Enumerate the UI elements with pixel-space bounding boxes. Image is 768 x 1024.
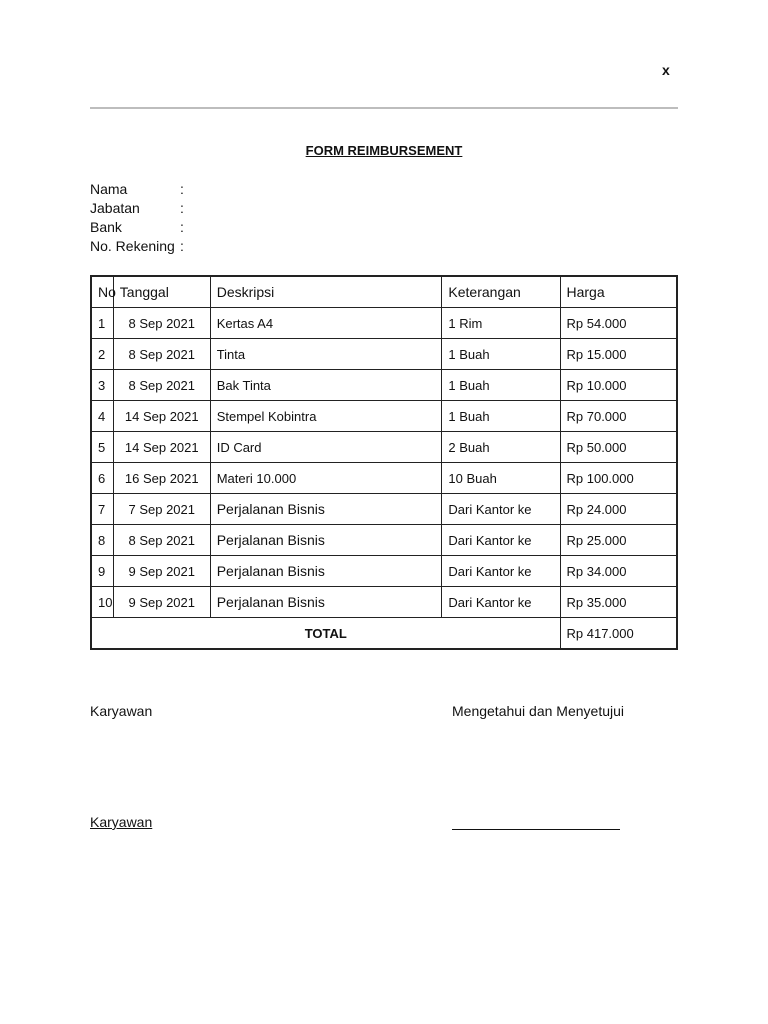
cell-description: Perjalanan Bisnis xyxy=(210,525,442,556)
form-title: FORM REIMBURSEMENT xyxy=(305,143,463,158)
signature-right-label: Mengetahui dan Menyetujui xyxy=(452,703,625,719)
field-row-bank xyxy=(90,218,190,237)
table-row xyxy=(91,525,677,556)
cell-no: 10 xyxy=(91,587,113,618)
cell-no: 7 xyxy=(91,494,113,525)
cell-description: Tinta xyxy=(210,339,442,370)
cell-date: 9 Sep 2021 xyxy=(113,556,210,587)
cell-description: Perjalanan Bisnis xyxy=(210,494,442,525)
header-harga: Harga xyxy=(560,276,677,308)
header-deskripsi: Deskripsi xyxy=(210,276,442,308)
table-row xyxy=(91,308,677,339)
signature-left-label: Karyawan xyxy=(90,703,153,719)
reimbursement-table xyxy=(90,275,678,650)
cell-date: 8 Sep 2021 xyxy=(113,525,210,556)
cell-keterangan: 1 Rim xyxy=(442,308,560,339)
cell-date: 8 Sep 2021 xyxy=(113,308,210,339)
cell-keterangan: 10 Buah xyxy=(442,463,560,494)
field-row-nama xyxy=(90,180,190,199)
cell-no: 2 xyxy=(91,339,113,370)
field-label: Nama xyxy=(90,181,128,197)
total-row xyxy=(91,618,677,650)
field-colon: : xyxy=(180,181,184,197)
cell-no: 6 xyxy=(91,463,113,494)
table-header-row xyxy=(91,276,677,308)
signature-left-name: Karyawan xyxy=(90,814,153,830)
table-row xyxy=(91,370,677,401)
cell-no: 4 xyxy=(91,401,113,432)
field-colon: : xyxy=(180,238,184,254)
cell-keterangan: Dari Kantor ke xyxy=(442,525,560,556)
cell-price: Rp 100.000 xyxy=(560,463,677,494)
cell-keterangan: Dari Kantor ke xyxy=(442,556,560,587)
cell-price: Rp 54.000 xyxy=(560,308,677,339)
cell-keterangan: Dari Kantor ke xyxy=(442,494,560,525)
cell-no: 3 xyxy=(91,370,113,401)
cell-date: 14 Sep 2021 xyxy=(113,432,210,463)
field-label: No. Rekening xyxy=(90,238,175,254)
cell-date: 9 Sep 2021 xyxy=(113,587,210,618)
cell-price: Rp 70.000 xyxy=(560,401,677,432)
cell-keterangan: Dari Kantor ke xyxy=(442,587,560,618)
total-label: TOTAL xyxy=(91,618,560,650)
cell-description: Stempel Kobintra xyxy=(210,401,442,432)
header-keterangan: Keterangan xyxy=(442,276,560,308)
cell-date: 8 Sep 2021 xyxy=(113,339,210,370)
field-colon: : xyxy=(180,200,184,216)
cell-price: Rp 34.000 xyxy=(560,556,677,587)
cell-price: Rp 35.000 xyxy=(560,587,677,618)
cell-keterangan: 2 Buah xyxy=(442,432,560,463)
close-icon[interactable]: x xyxy=(662,62,670,78)
field-label: Jabatan xyxy=(90,200,140,216)
employee-fields xyxy=(90,180,190,256)
cell-keterangan: 1 Buah xyxy=(442,370,560,401)
table-row xyxy=(91,556,677,587)
cell-price: Rp 50.000 xyxy=(560,432,677,463)
cell-price: Rp 25.000 xyxy=(560,525,677,556)
table-row xyxy=(91,494,677,525)
header-tanggal: Tanggal xyxy=(113,276,210,308)
field-colon: : xyxy=(180,219,184,235)
signature-line-right xyxy=(452,829,620,830)
cell-description: Bak Tinta xyxy=(210,370,442,401)
field-row-rekening xyxy=(90,237,190,256)
table-row xyxy=(91,339,677,370)
table-row xyxy=(91,432,677,463)
cell-keterangan: 1 Buah xyxy=(442,401,560,432)
cell-no: 1 xyxy=(91,308,113,339)
cell-date: 14 Sep 2021 xyxy=(113,401,210,432)
table-row xyxy=(91,401,677,432)
cell-description: ID Card xyxy=(210,432,442,463)
cell-date: 16 Sep 2021 xyxy=(113,463,210,494)
top-divider xyxy=(90,107,678,109)
cell-price: Rp 24.000 xyxy=(560,494,677,525)
cell-description: Perjalanan Bisnis xyxy=(210,556,442,587)
table-row xyxy=(91,587,677,618)
table-row xyxy=(91,463,677,494)
cell-no: 8 xyxy=(91,525,113,556)
cell-price: Rp 10.000 xyxy=(560,370,677,401)
cell-description: Kertas A4 xyxy=(210,308,442,339)
cell-price: Rp 15.000 xyxy=(560,339,677,370)
cell-no: 5 xyxy=(91,432,113,463)
total-value: Rp 417.000 xyxy=(560,618,677,650)
cell-no: 9 xyxy=(91,556,113,587)
cell-description: Materi 10.000 xyxy=(210,463,442,494)
header-no: No xyxy=(91,276,113,308)
cell-date: 7 Sep 2021 xyxy=(113,494,210,525)
field-row-jabatan xyxy=(90,199,190,218)
cell-date: 8 Sep 2021 xyxy=(113,370,210,401)
cell-description: Perjalanan Bisnis xyxy=(210,587,442,618)
cell-keterangan: 1 Buah xyxy=(442,339,560,370)
field-label: Bank xyxy=(90,219,122,235)
